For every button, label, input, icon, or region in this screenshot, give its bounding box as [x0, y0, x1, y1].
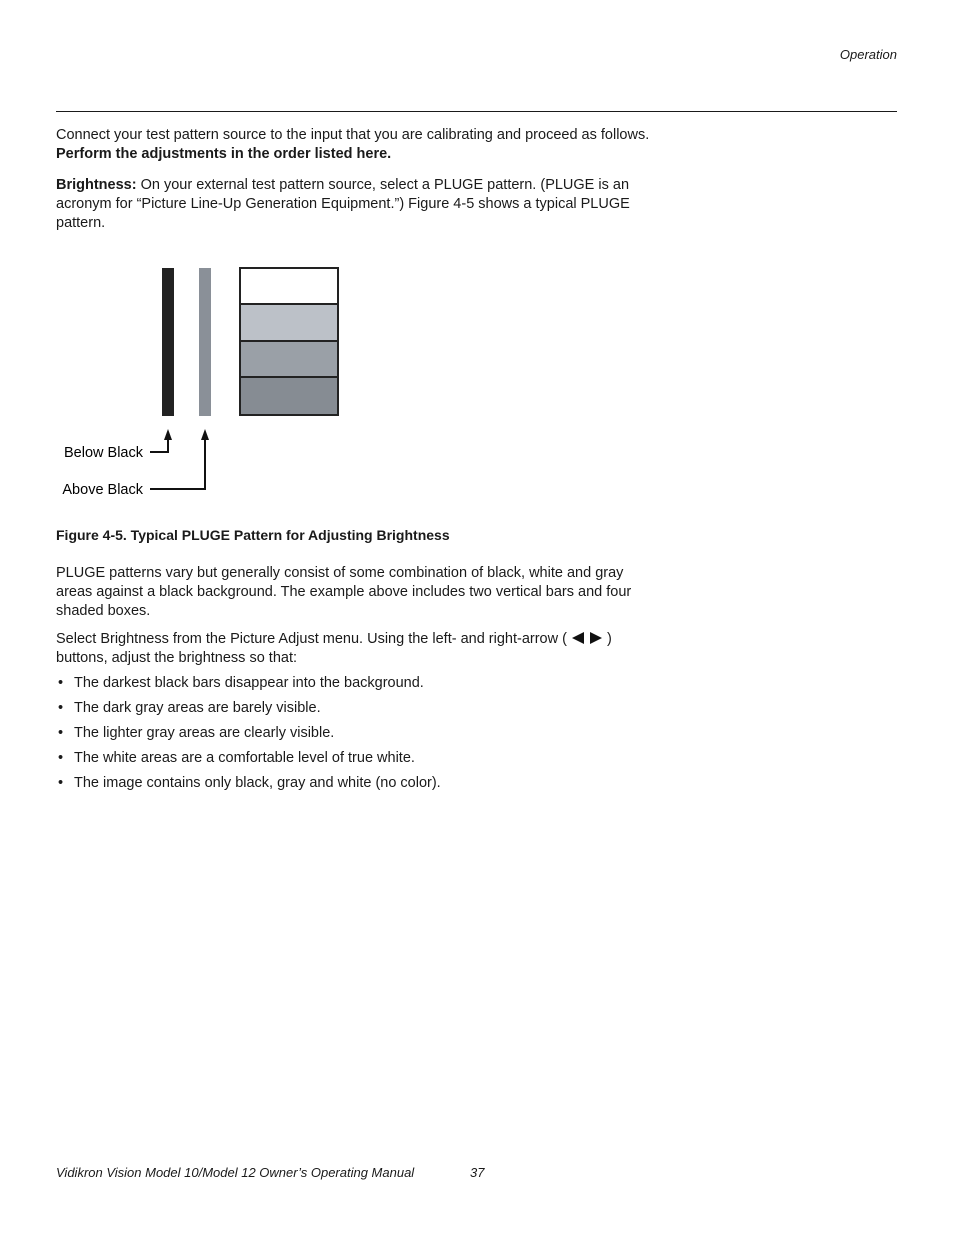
- above-black-arrowhead: [201, 429, 209, 440]
- pluge-desc-line-2: areas against a black background. The example above includes two vertical bars and four: [56, 584, 632, 600]
- below-black-bar: [162, 268, 174, 416]
- intro-line-2: Perform the adjustments in the order listed here.: [56, 146, 392, 162]
- below-black-arrowhead: [164, 429, 172, 440]
- list-item: [56, 674, 441, 699]
- bullet-list: [56, 674, 441, 799]
- list-item: [56, 749, 441, 774]
- bullet-dot: •: [58, 700, 64, 716]
- pluge-description: [56, 564, 656, 621]
- bullet-dot: •: [58, 725, 64, 741]
- select-line-1: Select Brightness from the Picture Adjust menu. Using the left- and right-arrow (: [56, 631, 567, 647]
- brightness-line-2: acronym for “Picture Line-Up Generation Equipment.”) Figure 4-5 shows a typical PLUGE: [56, 196, 630, 212]
- pluge-desc-line-1: PLUGE patterns vary but generally consist of some combination of black, white and gray: [56, 565, 624, 581]
- bullet-dot: •: [58, 675, 64, 691]
- running-header: Operation: [839, 47, 897, 62]
- above-black-bar: [199, 268, 211, 416]
- white-box: [240, 268, 338, 304]
- dark-gray-box: [240, 377, 338, 415]
- brightness-paragraph: [56, 176, 656, 233]
- intro-paragraph: [56, 126, 656, 164]
- above-black-label: Above Black: [62, 482, 143, 498]
- mid-gray-box: [240, 341, 338, 377]
- intro-line-1: Connect your test pattern source to the input that you are calibrating and proceed as follows.: [56, 127, 650, 143]
- bullet-dot: •: [58, 750, 64, 766]
- left-arrow-icon: [571, 632, 585, 644]
- brightness-line-3: pattern.: [56, 215, 106, 231]
- bullet-text: The image contains only black, gray and white (no color).: [74, 775, 441, 791]
- footer-manual-title: Vidikron Vision Model 10/Model 12 Owner’s Operating Manual: [56, 1165, 415, 1180]
- bullet-dot: •: [58, 775, 64, 791]
- pluge-desc-line-3: shaded boxes.: [56, 603, 151, 619]
- select-line-2: buttons, adjust the brightness so that:: [56, 650, 298, 666]
- bullet-text: The dark gray areas are barely visible.: [74, 700, 321, 716]
- list-item: [56, 774, 441, 799]
- brightness-line-1: On your external test pattern source, select a PLUGE pattern. (PLUGE is an: [136, 177, 630, 193]
- list-item: [56, 699, 441, 724]
- select-line-1-close: ): [607, 631, 612, 647]
- bullet-text: The lighter gray areas are clearly visible.: [74, 725, 335, 741]
- below-black-label: Below Black: [64, 445, 143, 461]
- above-black-leader: [150, 436, 205, 489]
- select-paragraph: [56, 630, 656, 668]
- list-item: [56, 724, 441, 749]
- light-gray-box: [240, 304, 338, 341]
- bullet-text: The darkest black bars disappear into the background.: [74, 675, 424, 691]
- footer-page-number: 37: [470, 1165, 485, 1180]
- brightness-label: Brightness:: [56, 177, 137, 193]
- pluge-figure: [0, 250, 400, 510]
- right-arrow-icon: [589, 632, 603, 644]
- figure-caption: Figure 4-5. Typical PLUGE Pattern for Adjusting Brightness: [56, 527, 450, 543]
- header-rule: [56, 111, 897, 112]
- bullet-text: The white areas are a comfortable level of true white.: [74, 750, 415, 766]
